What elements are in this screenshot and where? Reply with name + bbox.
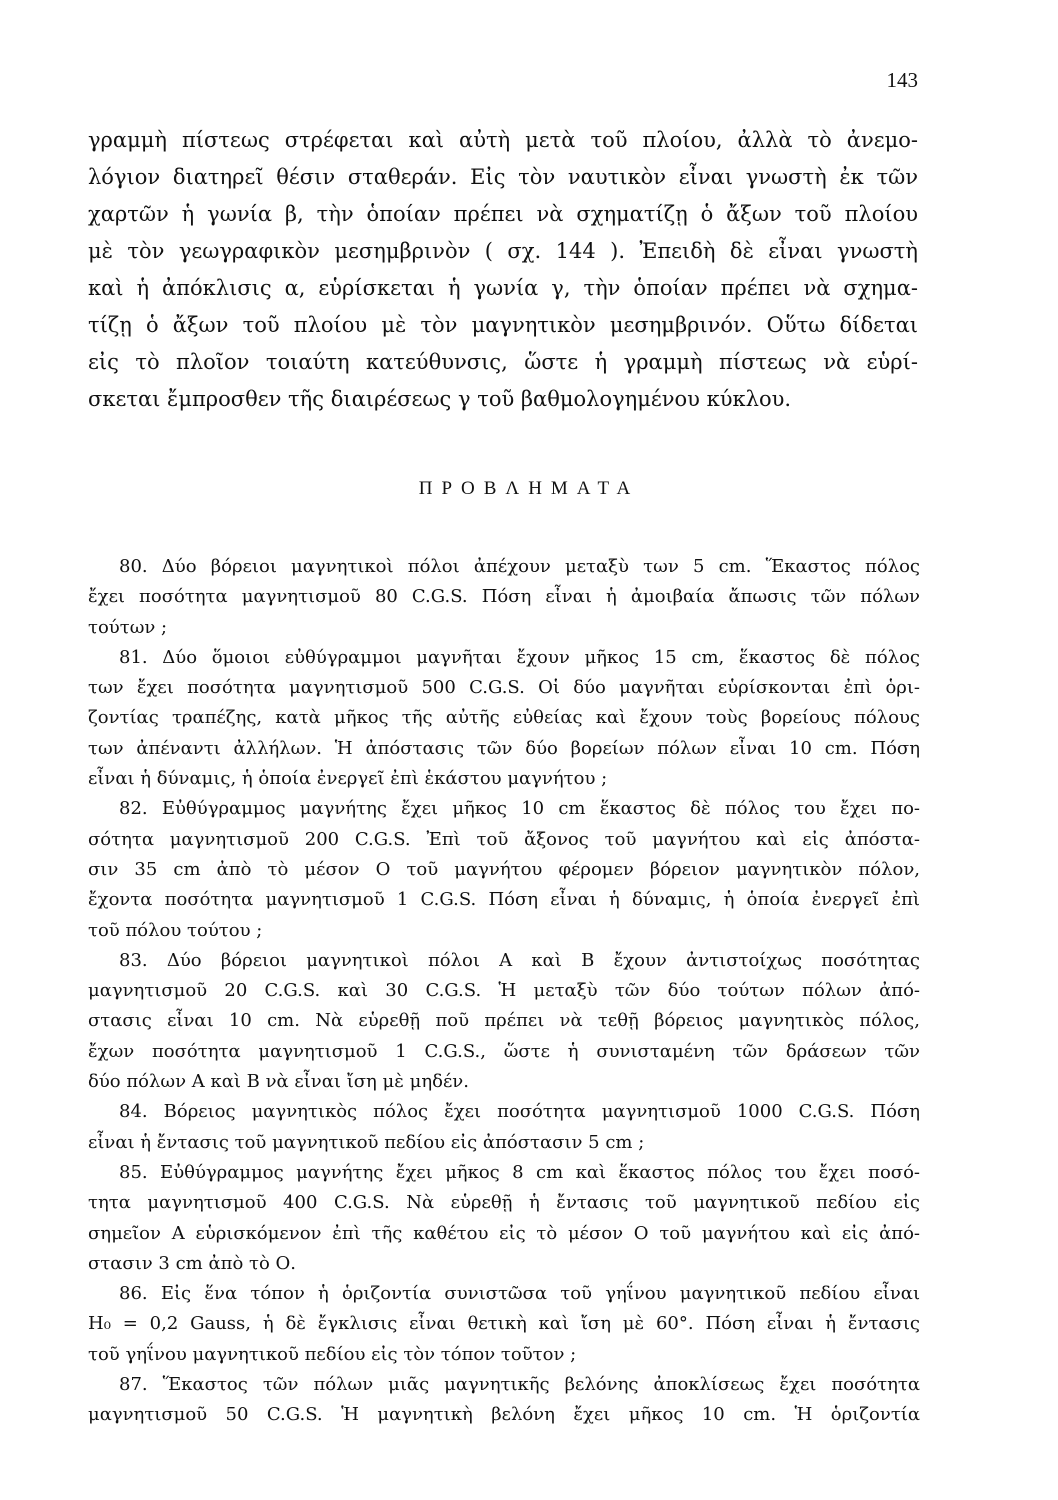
text-line: σκεται ἔμπροσθεν τῆς διαιρέσεως γ τοῦ βαθμολογημένου κύκλου. xyxy=(88,387,792,411)
text-line: 86. Εἰς ἕνα τόπον ἡ ὁριζοντία συνιστῶσα τοῦ γηΐνου μαγνητικοῦ πεδίου εἶναι xyxy=(119,1283,920,1305)
text-line: 80. Δύο βόρειοι μαγνητικοὶ πόλοι ἀπέχουν μεταξὺ των 5 cm. Ἕκαστος πόλος xyxy=(119,556,920,577)
problem-81 xyxy=(88,643,920,794)
text-line: 83. Δύο βόρειοι μαγνητικοὶ πόλοι Α καὶ Β ἔχουν ἀντιστοίχως ποσότητας xyxy=(119,949,920,971)
text-line: των ἀπέναντι ἀλλήλων. Ἡ ἀπόστασις τῶν δύο βορείων πόλων εἶναι 10 cm. Πόση xyxy=(88,737,920,759)
text-line: τοῦ πόλου τούτου ; xyxy=(88,919,263,941)
text-line: σότητα μαγνητισμοῦ 200 C.G.S. Ἐπὶ τοῦ ἄξονος τοῦ μαγνήτου καὶ εἰς ἀπόστα- xyxy=(88,828,920,850)
text-line: τούτων ; xyxy=(88,616,168,638)
text-line: μαγνητισμοῦ 50 C.G.S. Ἡ μαγνητικὴ βελόνη ἔχει μῆκος 10 cm. Ἡ ὁριζοντία xyxy=(88,1404,920,1426)
text-line: εἶναι ἡ δύναμις, ἡ ὁποία ἐνεργεῖ ἐπὶ ἑκάστου μαγνήτου ; xyxy=(88,768,608,790)
text-line: μαγνητισμοῦ 20 C.G.S. καὶ 30 C.G.S. Ἡ μεταξὺ τῶν δύο τούτων πόλων ἀπό- xyxy=(88,980,920,1002)
text-line: 85. Εὐθύγραμμος μαγνήτης ἔχει μῆκος 8 cm καὶ ἕκαστος πόλος του ἔχει ποσό- xyxy=(119,1161,920,1183)
text-line: ἔχοντα ποσότητα μαγνητισμοῦ 1 C.G.S. Πόση εἶναι ἡ δύναμις, ἡ ὁποία ἐνεργεῖ ἐπὶ xyxy=(88,889,920,911)
text-line: μὲ τὸν γεωγραφικὸν μεσημβρινὸν ( σχ. 144 ). Ἐπειδὴ δὲ εἶναι γνωστὴ xyxy=(88,239,918,263)
text-line: δύο πόλων Α καὶ Β νὰ εἶναι ἴση μὲ μηδέν. xyxy=(88,1071,469,1093)
text-line: λόγιον διατηρεῖ θέσιν σταθεράν. Εἰς τὸν ναυτικὸν εἶναι γνωστὴ ἐκ τῶν xyxy=(88,165,918,189)
problem-82 xyxy=(88,794,920,945)
text-line: 82. Εὐθύγραμμος μαγνήτης ἔχει μῆκος 10 cm ἕκαστος δὲ πόλος του ἔχει πο- xyxy=(119,798,920,820)
problem-84 xyxy=(88,1097,920,1158)
text-line: στασις εἶναι 10 cm. Νὰ εὑρεθῇ ποῦ πρέπει νὰ τεθῇ βόρειος μαγνητικὸς πόλος, xyxy=(88,1010,920,1032)
text-line: των ἔχει ποσότητα μαγνητισμοῦ 500 C.G.S. Οἱ δύο μαγνῆται εὑρίσκονται ἐπὶ ὁρι- xyxy=(88,677,920,699)
problem-85 xyxy=(88,1158,920,1279)
text-line: εἰς τὸ πλοῖον τοιαύτη κατεύθυνσις, ὥστε ἡ γραμμὴ πίστεως νὰ εὑρί- xyxy=(88,350,918,374)
intro-paragraph xyxy=(88,122,918,418)
text-line: τίζῃ ὁ ἄξων τοῦ πλοίου μὲ τὸν μαγνητικὸν μεσημβρινόν. Οὕτω δίδεται xyxy=(88,313,918,337)
text-line: 81. Δύο ὅμοιοι εὐθύγραμμοι μαγνῆται ἔχουν μῆκος 15 cm, ἕκαστος δὲ πόλος xyxy=(119,646,920,668)
text-line: καὶ ἡ ἀπόκλισις α, εὑρίσκεται ἡ γωνία γ, τὴν ὁποίαν πρέπει νὰ σχημα- xyxy=(88,276,918,300)
text-line: σιν 35 cm ἀπὸ τὸ μέσον Ο τοῦ μαγνήτου φέρομεν βόρειον μαγνητικὸν πόλον, xyxy=(88,858,920,880)
problem-87 xyxy=(88,1370,920,1431)
problem-86 xyxy=(88,1279,920,1370)
text-line: χαρτῶν ἡ γωνία β, τὴν ὁποίαν πρέπει νὰ σχηματίζῃ ὁ ἄξων τοῦ πλοίου xyxy=(88,202,918,226)
problem-80 xyxy=(88,552,920,643)
page-number: 143 xyxy=(886,68,918,92)
text-line: ζοντίας τραπέζης, κατὰ μῆκος τῆς αὐτῆς εὐθείας καὶ ἔχουν τοὺς βορείους πόλους xyxy=(88,707,920,729)
problems-list xyxy=(88,552,920,1431)
text-line: H₀ = 0,2 Gauss, ἡ δὲ ἔγκλισις εἶναι θετικὴ καὶ ἴση μὲ 60°. Πόση εἶναι ἡ ἔντασις xyxy=(88,1313,920,1335)
text-line: εἶναι ἡ ἔντασις τοῦ μαγνητικοῦ πεδίου εἰς ἀπόστασιν 5 cm ; xyxy=(88,1131,645,1153)
text-line: τοῦ γηΐνου μαγνητικοῦ πεδίου εἰς τὸν τόπον τοῦτον ; xyxy=(88,1343,577,1365)
section-title: ΠΡΟΒΛΗΜΑΤΑ xyxy=(418,478,640,499)
text-line: ἔχων ποσότητα μαγνητισμοῦ 1 C.G.S., ὥστε ἡ συνισταμένη τῶν δράσεων τῶν xyxy=(88,1040,920,1062)
text-line: γραμμὴ πίστεως στρέφεται καὶ αὐτὴ μετὰ τοῦ πλοίου, ἀλλὰ τὸ ἀνεμο- xyxy=(88,128,918,152)
text-line: 84. Βόρειος μαγνητικὸς πόλος ἔχει ποσότητα μαγνητισμοῦ 1000 C.G.S. Πόση xyxy=(119,1101,920,1123)
text-line: ἔχει ποσότητα μαγνητισμοῦ 80 C.G.S. Πόση εἶναι ἡ ἀμοιβαία ἄπωσις τῶν πόλων xyxy=(88,586,920,608)
problem-83 xyxy=(88,946,920,1097)
text-line: τητα μαγνητισμοῦ 400 C.G.S. Νὰ εὑρεθῇ ἡ ἔντασις τοῦ μαγνητικοῦ πεδίου εἰς xyxy=(88,1192,920,1214)
text-line: σημεῖον Α εὑρισκόμενον ἐπὶ τῆς καθέτου εἰς τὸ μέσον Ο τοῦ μαγνήτου καὶ εἰς ἀπό- xyxy=(88,1222,920,1244)
text-line: 87. Ἕκαστος τῶν πόλων μιᾶς μαγνητικῆς βελόνης ἀποκλίσεως ἔχει ποσότητα xyxy=(119,1374,920,1396)
text-line: στασιν 3 cm ἀπὸ τὸ Ο. xyxy=(88,1252,296,1274)
